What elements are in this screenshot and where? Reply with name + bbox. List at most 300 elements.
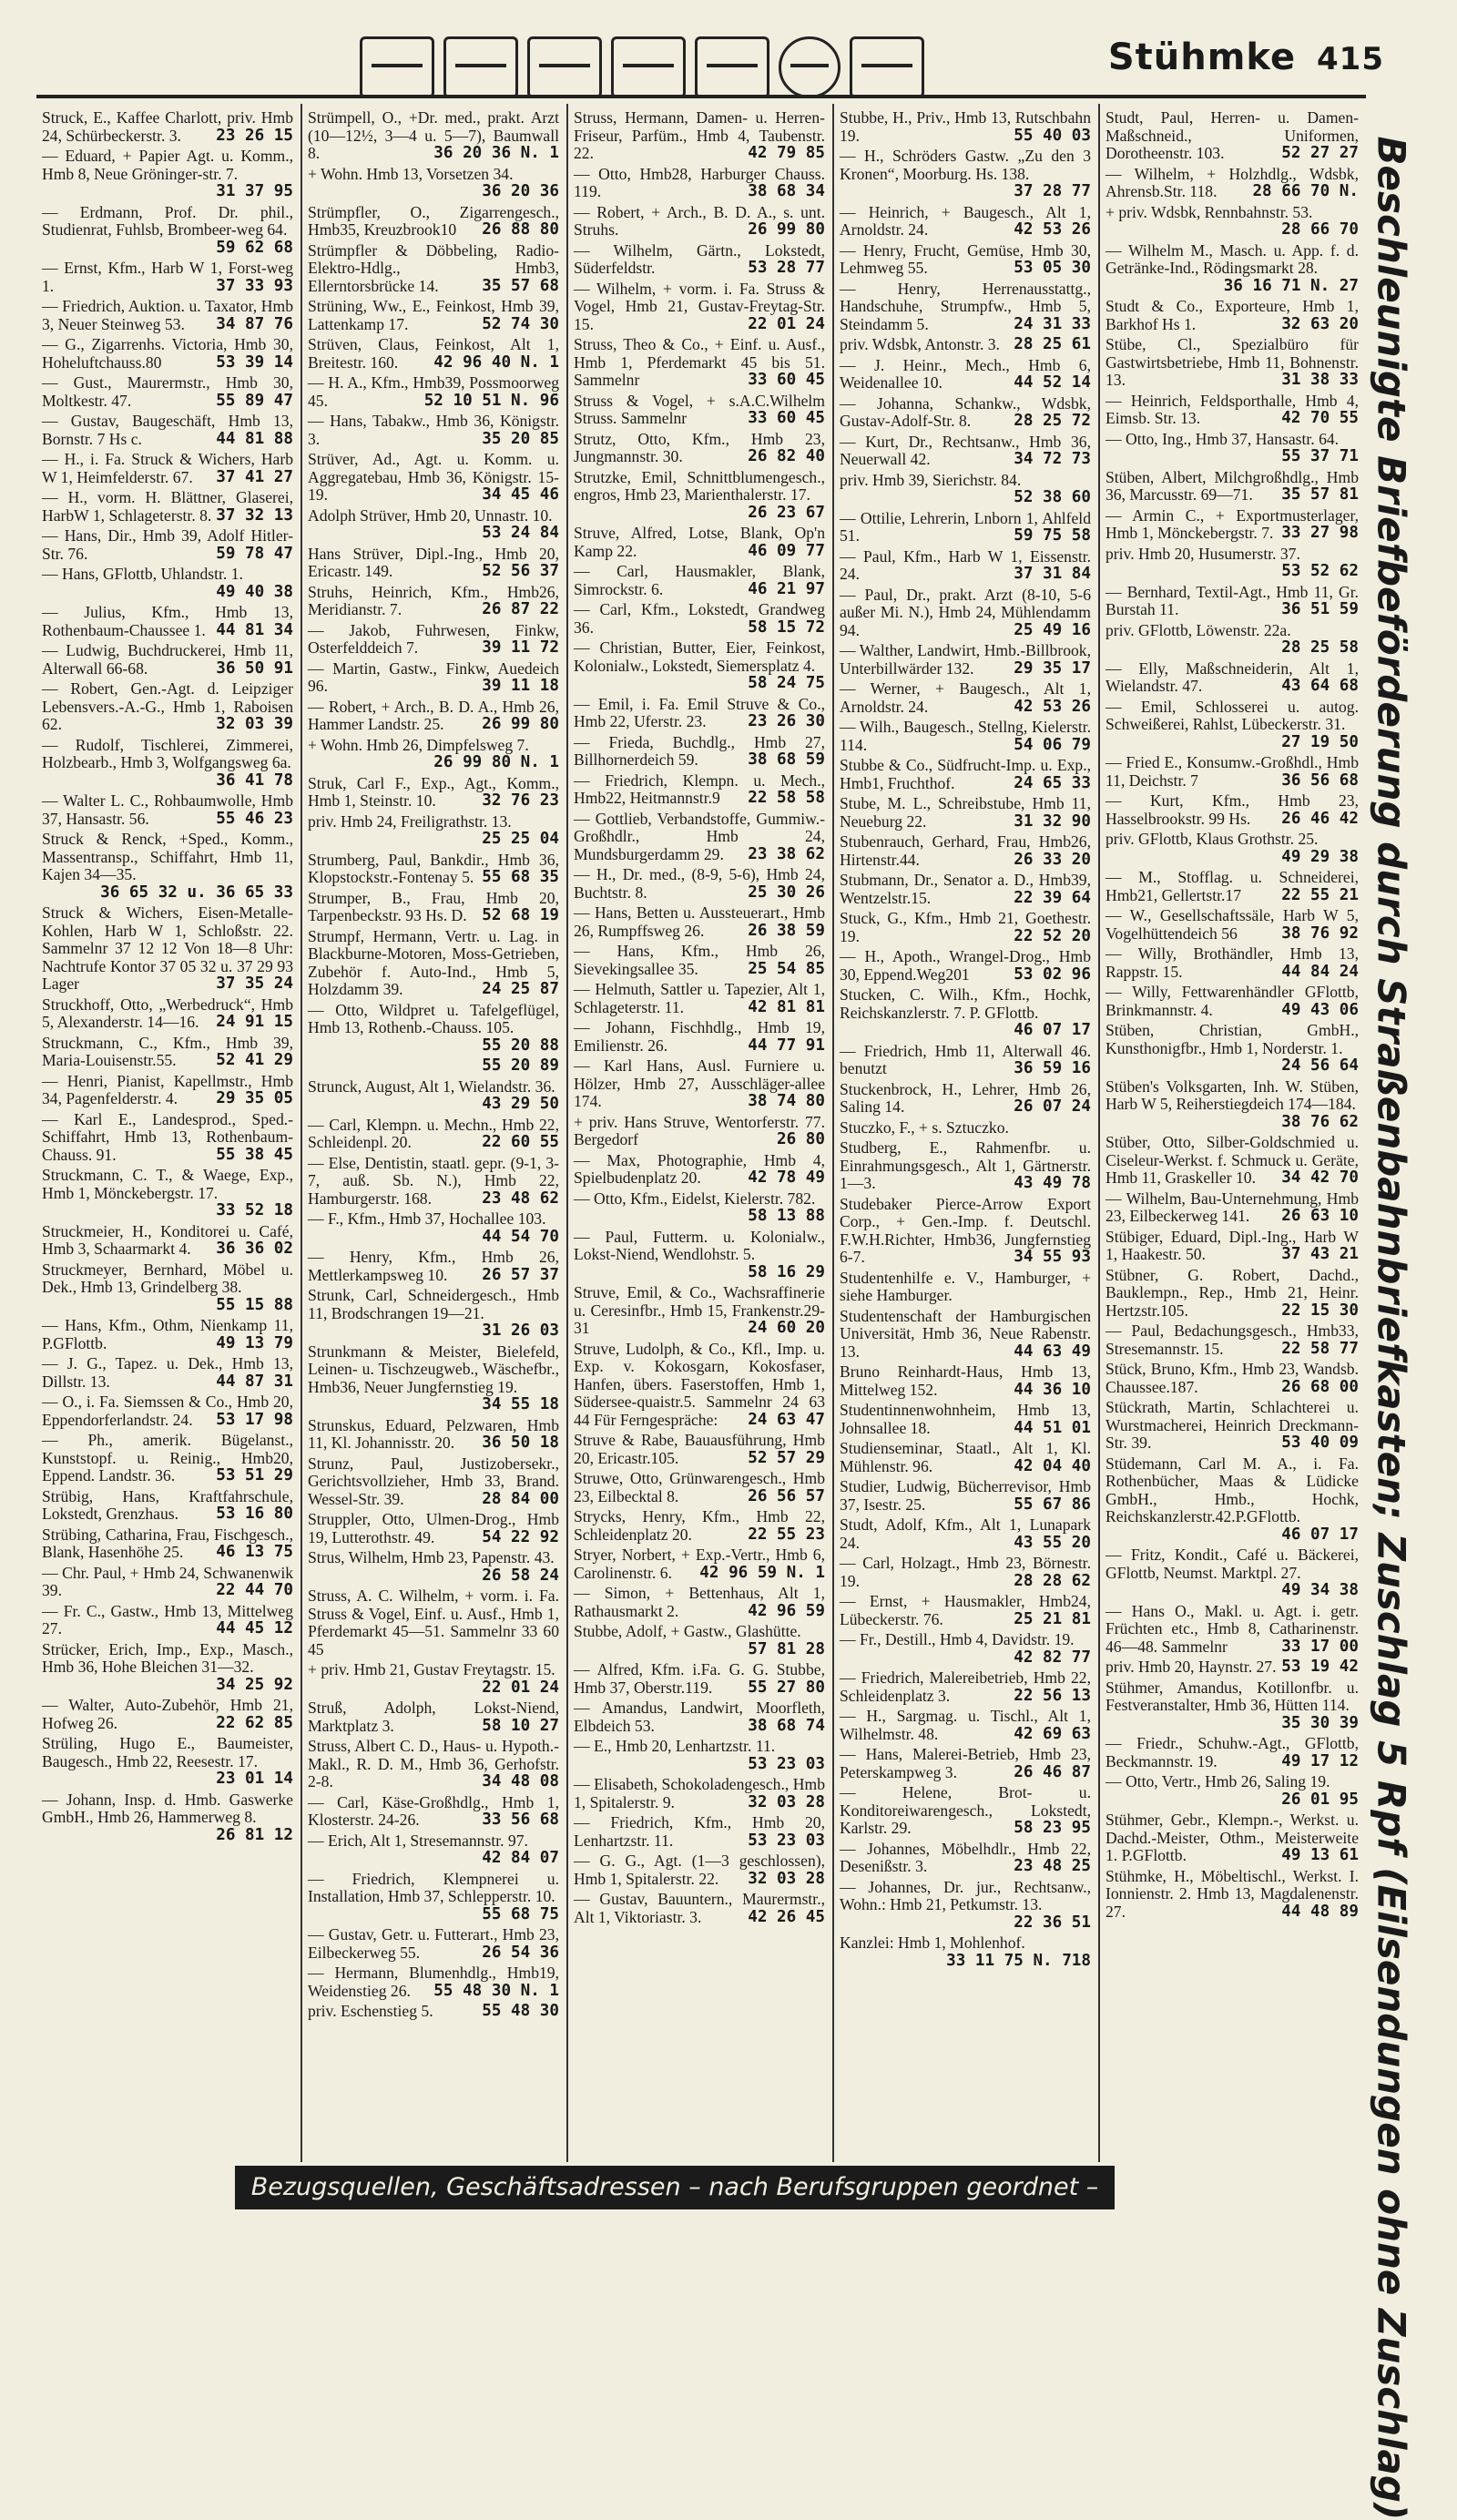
entry-text: — Armin C., + Exportmusterlager, Hmb 1, Mönckebergstr. 7. <box>1105 505 1359 542</box>
phone-number: 26 23 67 <box>748 503 825 522</box>
directory-entry <box>1105 1658 1359 1677</box>
directory-entry <box>1105 1399 1359 1453</box>
directory-entry <box>308 242 559 296</box>
entry-text: Stuczko, F., + s. Sztuczko. <box>840 1117 1009 1137</box>
directory-entry <box>840 795 1091 831</box>
entry-text: — W., Gesellschaftssäle, Harb W 5, Vogelhüttendeich 56 <box>1105 906 1359 943</box>
directory-entry <box>42 109 293 145</box>
entry-text: — J. Heinr., Mech., Hmb 6, Weidenallee 10. <box>840 355 1091 392</box>
phone-number: 37 33 93 <box>216 276 293 295</box>
entry-text: — Alfred, Kfm. i.Fa. G. G. Stubbe, Hmb 37, Oberstr.119. <box>574 1660 825 1697</box>
phone-number: 35 57 68 <box>482 276 559 295</box>
entry-text: — Heinrich, + Baugesch., Alt 1, Arnoldstr. 24. <box>840 202 1091 239</box>
directory-entry <box>574 639 825 693</box>
directory-entry <box>574 1284 825 1338</box>
entry-text: — Gottlieb, Verbandstoffe, Gummiw.-Großhdlr., Hmb 24, Mundsburgerdamm 29. <box>574 809 825 863</box>
phone-number: 55 46 23 <box>216 809 293 828</box>
entry-text: Stübner, G. Robert, Dachd., Bauklempn., Rep., Hmb 21, Heinr. Hertzstr.105. <box>1105 1265 1359 1320</box>
entry-text: Strunz, Paul, Justizobersekr., Gerichtsvollzieher, Hmb 33, Brand. Wessel-Str. 39. <box>308 1454 559 1508</box>
directory-entry <box>1105 166 1359 201</box>
entry-text: — Henri, Pianist, Kapellmstr., Hmb 34, Pagenfelderstr. 4. <box>42 1071 293 1107</box>
directory-entry <box>1105 1361 1359 1396</box>
phone-number: 22 01 24 <box>482 1678 559 1697</box>
directory-entry <box>574 1814 825 1850</box>
directory-entry <box>574 696 825 731</box>
phone-number: 58 23 95 <box>1014 1819 1091 1837</box>
entry-text: — Gustav, Bauuntern., Maurermstr., Alt 1, Viktoriastr. 3. <box>574 1890 825 1926</box>
directory-entry <box>42 1261 293 1315</box>
entry-text: Stryer, Norbert, + Exp.-Vertr., Hmb 6, Carolinenstr. 6. <box>574 1546 825 1582</box>
phone-number: 42 84 07 <box>482 1849 559 1867</box>
directory-entry <box>308 1117 559 1152</box>
entry-text: Stüber, Otto, Silber-Goldschmied u. Ciseleur-Werkst. f. Schmuck u. Geräte, Hmb 11, Graskeller 10. <box>1105 1133 1359 1187</box>
directory-entry <box>574 1229 825 1282</box>
directory-entry <box>840 1440 1091 1475</box>
entry-text: — M., Stofflag. u. Schneiderei, Hmb21, Gellertstr.17 <box>1105 868 1359 904</box>
phone-number: 28 25 72 <box>1014 412 1091 430</box>
entry-text: Strüven, Claus, Feinkost, Alt 1, Breitestr. 160. <box>308 335 559 372</box>
directory-entry <box>42 642 293 678</box>
entry-text: — F., Kfm., Hmb 37, Hochallee 103. <box>308 1209 546 1228</box>
phone-number: 49 17 12 <box>1281 1751 1359 1770</box>
phone-number: 38 68 34 <box>748 182 825 200</box>
phone-number: 44 54 70 <box>482 1227 559 1246</box>
entry-text: Struckmann, C. T., & Waege, Exp., Hmb 1, Mönckebergstr. 17. <box>42 1166 293 1202</box>
entry-text: Studt & Co., Exporteure, Hmb 1, Barkhof Hs 1. <box>1105 297 1359 333</box>
directory-entry <box>840 719 1091 754</box>
phone-number: 52 38 60 <box>1014 488 1091 506</box>
directory-entry <box>574 1114 825 1149</box>
directory-entry <box>574 393 825 428</box>
phone-number: 42 96 40 N. 1 <box>433 352 559 372</box>
entry-text: — Fried E., Konsumw.-Großhdl., Hmb 11, Deichstr. 7 <box>1105 753 1359 790</box>
phone-number: 53 05 30 <box>1014 259 1091 277</box>
entry-text: — Johannes, Möbelhdlr., Hmb 22, Desenißstr. 3. <box>840 1839 1091 1875</box>
entry-text: Strümpfler & Döbbeling, Radio-Elektro-Hdlg., Hmb3, Ellerntorsbrücke 14. <box>308 240 559 295</box>
entry-text: — H., i. Fa. Struck & Wichers, Harb W 1, Heimfelderstr. 67. <box>42 450 293 486</box>
entry-text: Stubmann, Dr., Senator a. D., Hmb39, Wentzelstr.15. <box>840 871 1091 907</box>
phone-number: 46 09 77 <box>748 541 825 560</box>
phone-number: 26 01 95 <box>1281 1790 1359 1809</box>
phone-number: 28 25 61 <box>1014 335 1091 353</box>
directory-column-5 <box>1100 104 1366 2162</box>
phone-number: 22 36 51 <box>1014 1913 1091 1932</box>
bottle-icon <box>443 36 518 98</box>
phone-number: 53 02 96 <box>1014 964 1091 984</box>
entry-text: Struhs, Heinrich, Kfm., Hmb26, Meridianstr. 7. <box>308 582 559 618</box>
phone-number: 26 33 20 <box>1014 850 1091 869</box>
page-header <box>36 16 1402 100</box>
entry-text: Studt, Adolf, Kfm., Alt 1, Lunapark 24. <box>840 1515 1091 1552</box>
directory-entry <box>1105 1546 1359 1600</box>
entry-text: Bruno Reinhardt-Haus, Hmb 13, Mittelweg 152. <box>840 1362 1091 1399</box>
entry-text: — Wilh., Baugesch., Stellng, Kielerstr. 114. <box>840 718 1091 754</box>
entry-text: — Gust., Maurermstr., Hmb 30, Moltkestr. 47. <box>42 373 293 410</box>
entry-text: — Wilhelm M., Masch. u. App. f. d. Getränke-Ind., Rödingsmarkt 28. <box>1105 240 1359 277</box>
entry-text: — Werner, + Baugesch., Alt 1, Arnoldstr. 24. <box>840 679 1091 716</box>
entry-text: — Ernst, Kfm., Harb W 1, Forst-weg 1. <box>42 259 293 295</box>
phone-number: 24 65 33 <box>1014 773 1091 792</box>
entry-text: Stucken, C. Wilh., Kfm., Hochk, Reichskanzlerstr. 7. P. GFlottb. <box>840 985 1091 1022</box>
phone-number: 44 45 12 <box>216 1619 293 1637</box>
directory-entry <box>840 1308 1091 1362</box>
entry-text: — Walther, Landwirt, Hmb.-Billbrook, Unterbillwärder 132. <box>840 641 1091 678</box>
phone-number: 29 35 05 <box>216 1089 293 1107</box>
directory-entry <box>574 1508 825 1544</box>
directory-entry <box>840 1119 1091 1138</box>
entry-text: — Friedrich, Klempnerei u. Installation, Hmb 37, Schlepperstr. 10. <box>308 1869 559 1905</box>
directory-entry <box>1105 1603 1359 1657</box>
directory-entry <box>42 1035 293 1070</box>
directory-entry <box>308 813 559 849</box>
entry-text: Struck, E., Kaffee Charlott, priv. Hmb 24, Schürbeckerstr. 3. <box>42 108 293 145</box>
phone-number: 31 37 95 <box>216 182 293 200</box>
entry-text: — Eduard, + Papier Agt. u. Komm., Hmb 8, Neue Gröninger-str. 7. <box>42 147 293 183</box>
directory-column-1 <box>36 104 302 2162</box>
entry-text: — Bernhard, Textil-Agt., Hmb 11, Gr. Burstah 11. <box>1105 582 1359 618</box>
entry-text: Struwe, Otto, Grünwarengesch., Hmb 23, Eilbecktal 8. <box>574 1469 825 1505</box>
phone-number: 59 62 68 <box>216 238 293 257</box>
phone-number: 58 16 29 <box>748 1262 825 1281</box>
directory-entry <box>42 792 293 828</box>
entry-text: — Emil, Schlosserei u. autog. Schweißerei, Rahlst, Lübeckerstr. 31. <box>1105 697 1359 733</box>
directory-entry <box>42 1393 293 1429</box>
phone-number: 46 13 75 <box>216 1543 293 1561</box>
phone-number: 33 60 45 <box>748 371 825 389</box>
directory-entry <box>840 910 1091 945</box>
entry-text: Kanzlei: Hmb 1, Mohlenhof. <box>840 1933 1025 1952</box>
directory-entry <box>42 1735 293 1789</box>
entry-text: Stubbe, H., Priv., Hmb 13, Rutschbahn 19. <box>840 108 1091 145</box>
phone-number: 52 56 37 <box>482 562 559 580</box>
directory-entry <box>574 1432 825 1467</box>
phone-number: 33 27 98 <box>1281 524 1359 542</box>
directory-entry <box>308 890 559 925</box>
entry-text: — Ottilie, Lehrerin, Lnborn 1, Ahlfeld 51. <box>840 508 1091 545</box>
phone-number: 26 99 80 <box>482 715 559 733</box>
entry-text: Struve, Emil, & Co., Wachsraffinerie u. Ceresinfbr., Hmb 15, Frankenstr.29-31 <box>574 1283 825 1337</box>
phone-number: 43 64 68 <box>1281 677 1359 695</box>
phone-number: 55 20 89 <box>482 1056 559 1075</box>
directory-entry <box>308 413 559 448</box>
entry-text: Struck & Wichers, Eisen-Metalle-Kohlen, Harb W 1, Schloßstr. 22. Sammelnr 37 12 12 Von 18—8 Uhr: Nachtrufe Kontor 37 05 32 u. 37 29 93 Lager <box>42 903 293 993</box>
entry-text: Strumper, B., Frau, Hmb 20, Tarpenbeckstr. 93 Hs. D. <box>308 888 559 924</box>
phone-number: 37 28 77 <box>1014 182 1091 200</box>
running-head-name: Stühmke <box>1107 36 1297 78</box>
entry-text: — Hans, Kfm., Hmb 26, Sievekingsallee 35. <box>574 942 825 978</box>
entry-text: — Jakob, Fuhrwesen, Finkw, Osterfelddeich 7. <box>308 620 559 657</box>
phone-number: 46 07 17 <box>1014 1021 1091 1039</box>
phone-number: 24 60 20 <box>748 1319 825 1337</box>
entry-text: Struss & Vogel, + s.A.C.Wilhelm Struss. Sammelnr <box>574 391 825 427</box>
entry-text: Stubbe & Co., Südfrucht-Imp. u. Exp., Hmb1, Fruchthof. <box>840 756 1091 792</box>
directory-entry <box>42 1317 293 1352</box>
phone-number: 24 56 64 <box>1281 1056 1359 1075</box>
entry-text: — O., i. Fa. Siemssen & Co., Hmb 20, Eppendorferlandstr. 24. <box>42 1393 293 1429</box>
phone-number: 34 72 73 <box>1014 450 1091 468</box>
phone-number: 58 24 75 <box>748 674 825 692</box>
phone-number: 35 57 81 <box>1281 485 1359 504</box>
entry-text: — Otto, Kfm., Eidelst, Kielerstr. 782. <box>574 1189 816 1208</box>
entry-text: — Christian, Butter, Eier, Feinkost, Kolonialw., Lokstedt, Siemersplatz 4. <box>574 638 825 675</box>
phone-number: 55 67 86 <box>1014 1495 1091 1514</box>
directory-entry <box>840 1784 1091 1838</box>
phone-number: 55 37 71 <box>1281 447 1359 465</box>
directory-entry <box>840 395 1091 431</box>
phone-number: 22 58 77 <box>1281 1339 1359 1358</box>
entry-text: Studentenschaft der Hamburgischen Universität, Hmb 36, Neue Rabenstr. 13. <box>840 1306 1091 1361</box>
phone-number: 52 74 30 <box>482 314 559 333</box>
directory-entry <box>1105 393 1359 428</box>
directory-entry <box>840 1934 1091 1970</box>
directory-entry <box>840 1746 1091 1781</box>
directory-entry <box>42 336 293 372</box>
phone-number: 26 58 24 <box>482 1566 559 1585</box>
directory-entry <box>42 904 293 994</box>
entry-text: Struve & Rabe, Bauausführung, Hmb 20, Ericastr.105. <box>574 1431 825 1467</box>
phone-number: 59 75 58 <box>1014 526 1091 545</box>
phone-number: 53 51 29 <box>216 1466 293 1484</box>
entry-text: priv. Hmb 39, Sierichstr. 84. <box>840 470 1022 489</box>
entry-text: Studentenhilfe e. V., Hamburger, + siehe Hamburger. <box>840 1268 1091 1304</box>
phone-number: 27 19 50 <box>1281 732 1359 751</box>
phone-number: 26 57 37 <box>482 1265 559 1284</box>
phone-number: 32 63 20 <box>1281 314 1359 333</box>
phone-number: 44 52 14 <box>1014 373 1091 392</box>
entry-text: Stühmke, H., Möbeltischl., Werkst. I. Ionnienstr. 2. Hmb 13, Magdalenenstr. 27. <box>1105 1866 1359 1921</box>
entry-text: — Carl, Hausmakler, Blank, Simrockstr. 6. <box>574 562 825 598</box>
directory-entry <box>308 584 559 619</box>
directory-entry <box>308 1002 559 1056</box>
entry-text: Struss, A. C. Wilhelm, + vorm. i. Fa. Struss & Vogel, Einf. u. Ausf., Hmb 1, Pferdemarkt 45—51. Sammelnr 33 60 45 <box>308 1586 559 1658</box>
entry-text: — Paul, Dr., prakt. Arzt (8-10, 5-6 außer Mi. N.), Hmb 24, Mühlendamm 94. <box>840 585 1091 639</box>
phone-number: 59 78 47 <box>216 544 293 563</box>
phone-number: 38 68 59 <box>748 750 825 769</box>
phone-number: 38 76 92 <box>1281 923 1359 943</box>
phone-number: 22 39 64 <box>1014 888 1091 907</box>
entry-text: Stuck, G., Kfm., Hmb 21, Goethestr. 19. <box>840 909 1091 945</box>
entry-text: — G. G., Agt. (1—3 geschlossen), Hmb 1, Spitalerstr. 22. <box>574 1852 825 1888</box>
entry-text: — Friedr., Schuhw.-Agt., GFlottb, Beckmannstr. 19. <box>1105 1734 1359 1770</box>
entry-text: — Elly, Maßschneiderin, Alt 1, Wielandstr. 47. <box>1105 658 1359 695</box>
entry-text: priv. Wdsbk, Antonstr. 3. <box>840 335 1000 353</box>
entry-text: — Henry, Herrenausstattg., Handschuhe, Strumpfw., Hmb 5, Steindamm 5. <box>840 279 1091 333</box>
phone-number: 53 24 84 <box>482 524 559 542</box>
directory-entry <box>42 680 293 734</box>
directory-entry <box>308 1964 559 2000</box>
entry-text: — H., vorm. H. Blättner, Glaserei, HarbW 1, Schlageterstr. 8. <box>42 488 293 525</box>
directory-entry <box>840 204 1091 240</box>
phone-number: 44 87 31 <box>216 1372 293 1391</box>
entry-text: — Else, Dentistin, staatl. gepr. (9-1, 3-7, auß. Sb. N.), Hmb 22, Hamburgerstr. 168. <box>308 1153 559 1208</box>
directory-entry <box>1105 831 1359 866</box>
entry-text: — Otto, Ing., Hmb 37, Hansastr. 64. <box>1105 429 1340 448</box>
directory-entry <box>308 1155 559 1209</box>
phone-number: 36 51 59 <box>1281 600 1359 618</box>
phone-number: 58 15 72 <box>748 617 825 637</box>
directory-entry <box>840 1081 1091 1117</box>
phone-number: 28 25 58 <box>1281 638 1359 657</box>
phone-number: 43 55 20 <box>1014 1533 1091 1552</box>
phone-number: 26 99 80 <box>748 220 825 239</box>
directory-entry <box>1105 1190 1359 1226</box>
directory-entry <box>840 242 1091 278</box>
directory-entry <box>840 472 1091 507</box>
directory-entry <box>1105 1022 1359 1076</box>
phone-number: 33 11 75 N. 718 <box>946 1951 1091 1970</box>
entry-text: — Friedrich, Hmb 11, Alterwall 46. benutzt <box>840 1041 1091 1077</box>
directory-entry <box>308 622 559 658</box>
directory-entry <box>574 1057 825 1111</box>
directory-entry <box>42 996 293 1032</box>
phone-number: 42 96 59 N. 1 <box>699 1563 825 1582</box>
entry-text: Stübe, Cl., Spezialbüro für Gastwirtsbetriebe, Hmb 11, Bohnenstr. 13. <box>1105 335 1359 389</box>
phone-number: 55 68 75 <box>482 1904 559 1923</box>
entry-text: Strüning, Ww., E., Feinkost, Hmb 39, Lattenkamp 17. <box>308 297 559 333</box>
directory-entry <box>840 336 1091 354</box>
phone-number: 42 04 40 <box>1014 1456 1091 1475</box>
phone-number: 28 28 62 <box>1014 1571 1091 1590</box>
phone-number: 34 42 70 <box>1281 1168 1359 1187</box>
entry-text: Strümpfler, O., Zigarrengesch., Hmb35, Kreuzbrook10 <box>308 202 559 239</box>
directory-entry <box>1105 984 1359 1019</box>
phone-number: 25 30 26 <box>748 883 825 902</box>
phone-number: 25 49 16 <box>1014 620 1091 639</box>
phone-number: 22 62 85 <box>216 1713 293 1732</box>
entry-text: Strunskus, Eduard, Pelzwaren, Hmb 11, Kl. Johannisstr. 20. <box>308 1415 559 1452</box>
entry-text: priv. Eschenstieg 5. <box>308 2002 433 2020</box>
directory-entry <box>308 374 559 410</box>
phone-number: 33 60 45 <box>748 409 825 427</box>
directory-entry <box>574 431 825 466</box>
phone-number: 49 40 38 <box>216 582 293 601</box>
directory-entry <box>308 737 559 772</box>
directory-entry <box>840 1841 1091 1876</box>
phone-number: 53 16 80 <box>216 1505 293 1523</box>
entry-text: — Fr., Destill., Hmb 4, Davidstr. 19. <box>840 1630 1075 1648</box>
entry-text: Stubbe, Adolf, + Gastw., Glashütte. <box>574 1622 801 1640</box>
directory-entry <box>1105 869 1359 904</box>
entry-text: priv. Hmb 20, Haynstr. 27. <box>1105 1658 1277 1676</box>
directory-entry <box>308 336 559 372</box>
phone-number: 52 41 29 <box>216 1051 293 1069</box>
phone-number: 34 48 08 <box>482 1772 559 1791</box>
directory-entry <box>840 148 1091 201</box>
directory-entry <box>574 943 825 978</box>
entry-text: — Helene, Brot- u. Konditoreiwarengesch., Lokstedt, Karlstr. 29. <box>840 1783 1091 1837</box>
typewriter-icon <box>360 36 434 98</box>
directory-entry <box>1105 109 1359 163</box>
phone-number: 42 82 77 <box>1014 1648 1091 1667</box>
phone-number: 22 58 58 <box>748 789 825 807</box>
phone-number: 26 68 00 <box>1281 1377 1359 1396</box>
phone-number: 52 27 27 <box>1281 144 1359 162</box>
entry-text: + Wohn. Hmb 26, Dimpfelsweg 7. <box>308 735 529 754</box>
phone-number: 26 87 22 <box>482 600 559 618</box>
directory-entry <box>840 1593 1091 1628</box>
directory-entry <box>1105 1773 1359 1809</box>
directory-entry <box>42 451 293 486</box>
directory-entry <box>42 1603 293 1638</box>
phone-number: 26 80 <box>777 1130 825 1148</box>
entry-text: Struß, Adolph, Lokst-Niend, Marktplatz 3. <box>308 1699 559 1735</box>
entry-text: Stüben, Christian, GmbH., Kunsthonigfbr., Hmb 1, Norderstr. 1. <box>1105 1021 1359 1057</box>
entry-text: Strübig, Hans, Kraftfahrschule, Lokstedt, Grenzhaus. <box>42 1486 293 1523</box>
directory-entry <box>840 642 1091 678</box>
phone-number: 32 03 28 <box>748 1869 825 1888</box>
seal-icon <box>779 36 841 98</box>
directory-entry <box>308 204 559 240</box>
phone-number: 23 01 14 <box>216 1770 293 1788</box>
entry-text: Strumpf, Hermann, Vertr. u. Lag. in Blackburne-Motoren, Moss-Getrieben, Zubehör f. Auto-Ind., Hmb 5, Holzdamm 39. <box>308 926 559 998</box>
phone-number: 34 25 92 <box>216 1675 293 1694</box>
directory-entry <box>1105 1455 1359 1545</box>
directory-entry <box>574 166 825 201</box>
phone-number: 42 78 49 <box>748 1168 825 1187</box>
entry-text: Strunck, August, Alt 1, Wielandstr. 36. <box>308 1076 555 1096</box>
directory-entry <box>308 775 559 811</box>
phone-number: 36 59 16 <box>1014 1059 1091 1077</box>
entry-text: Stühmer, Amandus, Kotillonfbr. u. Festveranstalter, Hmb 36, Hütten 114. <box>1105 1678 1359 1714</box>
entry-text: Stübiger, Eduard, Dipl.-Ing., Harb W 1, Haakestr. 50. <box>1105 1227 1359 1263</box>
entry-text: — Robert, Gen.-Agt. d. Leipziger Lebensvers.-A.-G., Hmb 1, Raboisen 62. <box>42 679 293 733</box>
directory-entry <box>1105 1078 1359 1132</box>
phone-number: 53 52 62 <box>1281 562 1359 580</box>
directory-entry <box>840 1402 1091 1437</box>
directory-entry <box>574 1152 825 1188</box>
directory-entry <box>574 981 825 1016</box>
entry-text: Studier, Ludwig, Bücherrevisor, Hmb 37, Isestr. 25. <box>840 1477 1091 1514</box>
directory-entry <box>308 1587 559 1658</box>
directory-column-3 <box>568 104 834 2162</box>
phone-number: 36 50 18 <box>482 1433 559 1452</box>
entry-text: Strümpell, O., +Dr. med., prakt. Arzt (10—12½, 3—4 u. 5—7), Baumwall 8. <box>308 108 559 162</box>
phone-number: 26 88 80 <box>482 220 559 239</box>
entry-text: — Carl, Holzagt., Hmb 23, Börnestr. 19. <box>840 1554 1091 1590</box>
entry-text: — J. G., Tapez. u. Dek., Hmb 13, Dillstr. 13. <box>42 1354 293 1391</box>
phone-number: 44 51 01 <box>1014 1418 1091 1437</box>
entry-text: — Willy, Brothändler, Hmb 13, Rappstr. 15. <box>1105 944 1359 981</box>
entry-text: — Rudolf, Tischlerei, Zimmerei, Holzbearb., Hmb 3, Wolfgangsweg 6a. <box>42 735 293 771</box>
directory-column-4 <box>834 104 1100 2162</box>
entry-text: — Karl E., Landesprod., Sped.-Schiffahrt, Hmb 13, Rothenbaum-Chauss. 91. <box>42 1109 293 1164</box>
phone-number: 24 91 15 <box>216 1013 293 1031</box>
entry-text: — Paul, Kfm., Harb W 1, Eissenstr. 24. <box>840 546 1091 583</box>
phone-number: 55 48 30 N. 1 <box>433 1981 559 2000</box>
directory-entry <box>308 1057 559 1076</box>
entry-text: — Carl, Klempn. u. Mechn., Hmb 22, Schleidenpl. 20. <box>308 1115 559 1151</box>
phone-number: 25 25 04 <box>482 830 559 848</box>
directory-entry <box>840 680 1091 716</box>
entry-text: Strücker, Erich, Imp., Exp., Masch., Hmb 36, Hohe Bleichen 31—32. <box>42 1639 293 1676</box>
header-rule <box>36 95 1366 98</box>
directory-entry <box>308 166 559 201</box>
phone-number: 55 68 35 <box>482 868 559 886</box>
phone-number: 37 41 27 <box>216 467 293 486</box>
entry-text: Stühmer, Gebr., Klempn.-, Werkst. u. Dachd.-Meister, Othm., Meisterweite 1. P.GFlottb. <box>1105 1811 1359 1864</box>
entry-text: — Elisabeth, Schokoladengesch., Hmb 1, Spitalerstr. 9. <box>574 1775 825 1811</box>
phone-number: 24 63 47 <box>748 1410 825 1429</box>
directory-entry <box>308 298 559 333</box>
entry-text: — Willy, Fettwarenhändler GFlottb, Brinkmannstr. 4. <box>1105 983 1359 1019</box>
directory-entry <box>42 413 293 448</box>
directory-entry <box>840 1196 1091 1267</box>
directory-entry <box>574 1623 825 1658</box>
directory-entry <box>42 737 293 791</box>
entry-text: — Friedrich, Malereibetrieb, Hmb 22, Schleidenplatz 3. <box>840 1668 1091 1705</box>
directory-entry <box>308 1926 559 1962</box>
entry-text: — Ernst, + Hausmakler, Hmb24, Lübeckerstr. 76. <box>840 1592 1091 1628</box>
